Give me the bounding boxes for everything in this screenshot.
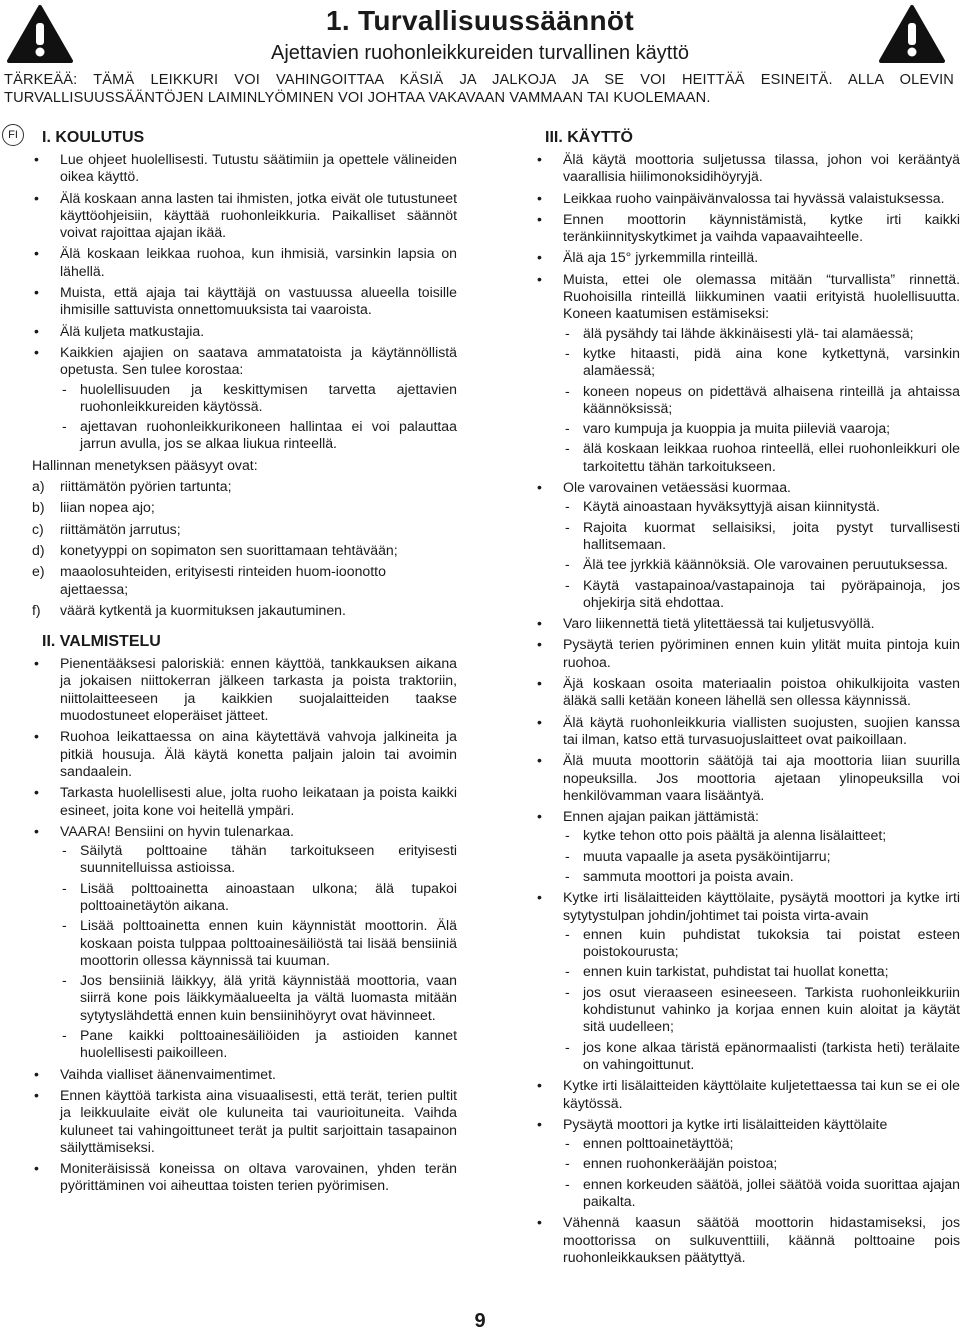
list-item [32,344,457,453]
list-item: • Leikkaa ruoho vainpäivänvalossa tai hyvässä valaistuksessa. [535,190,960,207]
bullet-list [32,151,457,453]
dash-list [563,827,960,885]
list-item [535,808,960,885]
cause-text: maaolosuhteiden, erityisesti rinteiden huom-ioonotto ajettaessa; [60,563,386,597]
dash-item: - jos osut vieraaseen esineeseen. Tarkista ruohonleikkuriin kohdistunut vahinko ja korjaa ennen kuin aloitat ja käytät sitä uudelleen; [563,984,960,1036]
list-item: • Vähennä kaasun säätöä moottorin hidastamiseksi, jos moottorissa on sulkuventtiili, käännä polttoaine pois ruohonleikkauksen päätyttyä. [535,1214,960,1266]
cause-text: konetyyppi on sopimaton sen suorittamaan tehtävään; [60,541,398,558]
dash-item: - jos kone alkaa täristä epänormaalisti (tarkista heti) terälaite on vahingoittunut. [563,1039,960,1074]
warning-triangle-icon [878,4,946,64]
cause-label: a) [32,478,45,495]
cause-item [32,478,457,495]
cause-label: c) [32,520,44,537]
dash-item: - huolellisuuden ja keskittymisen tarvetta ajettavien ruohonleikkureiden käytössä. [60,381,457,416]
left-column [32,128,457,1199]
bullet-list [535,151,960,1266]
dash-item: - ennen ruohonkerääjän poistoa; [563,1155,960,1172]
list-item: • Älä muuta moottorin säätöjä tai aja moottoria liian suurilla nopeuksilla. Jos moottoria ajetaan ylinopeuksilla voi henkilövamman vaara lisääntyä. [535,752,960,804]
dash-item: - sammuta moottori ja poista avain. [563,868,960,885]
list-item [535,889,960,1073]
list-item: • Älä käytä moottoria suljetussa tilassa, johon voi kerääntyä vaarallisia hiilimonoksidihöyryjä. [535,151,960,186]
list-item: • Muista, että ajaja tai käyttäjä on vastuussa alueella toisille ihmisille sattuvista onnettomuuksista tai vaaroista. [32,284,457,319]
cause-text: riittämätön jarrutus; [60,520,181,537]
dash-item: - kytke tehon otto pois päältä ja alenna lisälaitteet; [563,827,960,844]
list-item [535,479,960,611]
list-item: • Ennen käyttöä tarkista aina visuaalisesti, että terät, terien pultit ja leikkuulaite eivät ole kuluneita tai vaurioituneita. Vaihda kuluneet tai vahingoittuneet terät ja pultit sarjoittain tasapainon säilyttämiseksi. [32,1087,457,1156]
dash-item: - Rajoita kuormat sellaisiksi, joita pystyt turvallisesti hallitsemaan. [563,519,960,554]
bullet-list [32,655,457,1195]
dash-list [563,325,960,475]
dash-list [563,926,960,1073]
dash-item: - Lisää polttoainetta ennen kuin käynnistät moottorin. Älä koskaan poista tulppaa polttoainesäiliöstä tai lisää bensiiniä moottorin ollessa käynnissä tai kuuman. [60,917,457,969]
list-item: • Kytke irti lisälaitteiden käyttölaite kuljetettaessa tai kun se ei ole käytössä. [535,1077,960,1112]
section-heading-koulutus: I. KOULUTUS [42,129,145,146]
language-badge: FI [2,124,24,146]
cause-label: e) [32,563,45,580]
cause-item [32,542,457,559]
page-header [80,6,880,64]
list-item: • Älä käytä ruohonleikkuria viallisten suojusten, suojien kanssa tai ilman, katso että turvasuojuslaitteet ovat paikoillaan. [535,714,960,749]
page-title: 1. Turvallisuussäännöt [326,5,634,36]
list-item [535,271,960,475]
cause-item [32,499,457,516]
dash-item: - muuta vapaalle ja aseta pysäköintijarru; [563,848,960,865]
list-item-text: Kaikkien ajajien on saatava ammatatoista ja käytännöllistä opetusta. Sen tulee korostaa: [60,343,457,378]
dash-item: - Pane kaikki polttoainesäiliöiden ja astioiden kannet huolellisesti paikoilleen. [60,1027,457,1062]
causes-intro: Hallinnan menetyksen pääsyyt ovat: [32,456,258,473]
important-warning-text: TÄRKEÄÄ: TÄMÄ LEIKKURI VOI VAHINGOITTAA KÄSIÄ JA JALKOJA JA SE VOI HEITTÄÄ ESINEITÄ. ALLA OLEVIN TURVALLISUUSSÄÄNTÖJEN LAIMINLYÖMINEN VOI JOHTAA VAKAVAAN VAMMAAN TAI KUOLEMAAN. [4,72,954,106]
dash-list [563,1135,960,1210]
list-item: • Älä kuljeta matkustajia. [32,323,457,340]
cause-text: liian nopea ajo; [60,499,155,516]
dash-item: - Jos bensiiniä läikkyy, älä yritä käynnistää moottoria, vaan siirrä kone pois läikkymäalueelta ja vältä luomasta mitään sytytyslähdettä ennen kuin bensiinihöyryt ovat hävinneet. [60,972,457,1024]
cause-item [32,563,457,598]
list-item: • Ennen moottorin käynnistämistä, kytke irti kaikki teränkiinnityskytkimet ja vaihda vapaavaihteelle. [535,211,960,246]
dash-item: - Käytä ainoastaan hyväksyttyjä aisan kiinnitystä. [563,498,960,515]
list-item: • Pysäytä terien pyöriminen ennen kuin ylität muita pintoja kuin ruohoa. [535,636,960,671]
section-heading-valmistelu: II. VALMISTELU [42,633,161,651]
list-item-text: Muista, ettei ole olemassa mitään “turvallista” rinnettä. Ruohoisilla rinteillä liikkuminen vaatii erityistä huolellisuutta. Koneen kaatumisen estämiseksi: [563,270,960,322]
dash-item: - Säilytä polttoaine tähän tarkoitukseen erityisesti suunnitelluissa astioissa. [60,842,457,877]
list-item: • Moniteräisissä koneissa on oltava varovainen, yhden terän pyörittäminen voi aiheuttaa toisten terien pyörimisen. [32,1160,457,1195]
list-item: • Tarkasta huolellisesti alue, jolta ruoho leikataan ja poista kaikki esineet, joita kone voi heitellä ympäri. [32,784,457,819]
dash-list [60,381,457,453]
list-item: • Älä aja 15° jyrkemmilla rinteillä. [535,249,960,266]
cause-text: väärä kytkentä ja kuormituksen jakautuminen. [60,601,346,618]
list-item: • Pienentääksesi paloriskiä: ennen käyttöä, tankkauksen aikana ja jokaisen niittokerran jälkeen tarkasta ja poista traktoriin, niittolaitteeseen ja kaikkien suojalaitteiden taakse muodostuneet eloperäiset jätteet. [32,655,457,724]
dash-item: - älä pysähdy tai lähde äkkinäisesti ylä- tai alamäessä; [563,325,960,342]
cause-label: d) [32,541,45,558]
list-item [32,823,457,1062]
warning-triangle-icon [6,4,74,64]
page-number: 9 [474,1310,486,1332]
list-item-text: Pysäytä moottori ja kytke irti lisälaitteiden käyttölaite [563,1115,888,1132]
list-item: • Lue ohjeet huolellisesti. Tutustu säätimiin ja opettele välineiden oikea käyttö. [32,151,457,186]
cause-item [32,521,457,538]
list-item [535,1116,960,1210]
dash-item: - ennen kuin puhdistat tukoksia tai poistat esteen poistokourusta; [563,926,960,961]
list-item: • Äjä koskaan osoita materiaalin poistoa ohikulkijoita vasten äläkä salli ketään koneen lähellä sen ollessa käynnissä. [535,675,960,710]
list-item: • Älä koskaan leikkaa ruohoa, kun ihmisiä, varsinkin lapsia on lähellä. [32,245,457,280]
dash-list [563,498,960,611]
list-item-text: Ole varovainen vetäessäsi kuormaa. [563,479,791,496]
dash-item: - ennen korkeuden säätöä, jollei säätöä voida suorittaa ajajan paikalta. [563,1176,960,1211]
dash-item: - varo kumpuja ja kuoppia ja muita piileviä vaaroja; [563,420,960,437]
dash-item: - Käytä vastapainoa/vastapainoja tai pyöräpainoja, jos ohjekirja sitä ehdottaa. [563,577,960,612]
dash-item: - ajettavan ruohonleikkurikoneen hallintaa ei voi palauttaa jarrun avulla, jos se alkaa liukua rinteellä. [60,418,457,453]
cause-label: f) [32,601,41,618]
list-item: • Varo liikennettä tietä ylitettäessä tai kuljetusvyöllä. [535,615,960,632]
cause-item [32,602,457,619]
list-item-text: VAARA! Bensiini on hyvin tulenarkaa. [60,822,294,839]
right-column [535,128,960,1270]
list-item: • Vaihda vialliset äänenvaimentimet. [32,1066,457,1083]
dash-item: - Lisää polttoainetta ainoastaan ulkona; älä tupakoi polttoainetäytön aikana. [60,880,457,915]
dash-list [60,842,457,1062]
list-item-text: Ennen ajajan paikan jättämistä: [563,808,759,825]
list-item-text: Kytke irti lisälaitteiden käyttölaite, pysäytä moottori ja kytke irti sytytystulpan johdin/johtimet tai poista virta-avain [563,889,960,923]
cause-text: riittämätön pyörien tartunta; [60,478,232,495]
dash-item: - kytke hitaasti, pidä aina kone kytkettynä, varsinkin alamäessä; [563,345,960,380]
dash-item: - ennen polttoainetäyttöä; [563,1135,960,1152]
dash-item: - Älä tee jyrkkiä käännöksiä. Ole varovainen peruutuksessa. [563,556,960,573]
page-subtitle: Ajettavien ruohonleikkureiden turvallinen käyttö [270,42,690,64]
causes-list [32,478,457,619]
cause-label: b) [32,499,45,516]
dash-item: - ennen kuin tarkistat, puhdistat tai huollat konetta; [563,963,960,980]
dash-item: - älä koskaan leikkaa ruohoa rinteellä, ellei ruohonleikkuri ole tarkoitettu tähän tarkoitukseen. [563,440,960,475]
dash-item: - koneen nopeus on pidettävä alhaisena rinteillä ja ahtaissa käännöksissä; [563,383,960,418]
section-heading-kaytto: III. KÄYTTÖ [545,129,633,146]
list-item: • Älä koskaan anna lasten tai ihmisten, jotka eivät ole tutustuneet käyttöohjeisiin, käyttää ruohonleikkuria. Paikalliset säännöt voivat rajoittaa ajajan ikää. [32,190,457,242]
list-item: • Ruohoa leikattaessa on aina käytettävä vahvoja jalkineita ja pitkiä housuja. Älä käytä konetta paljain jaloin tai avoimin sandaalein. [32,728,457,780]
